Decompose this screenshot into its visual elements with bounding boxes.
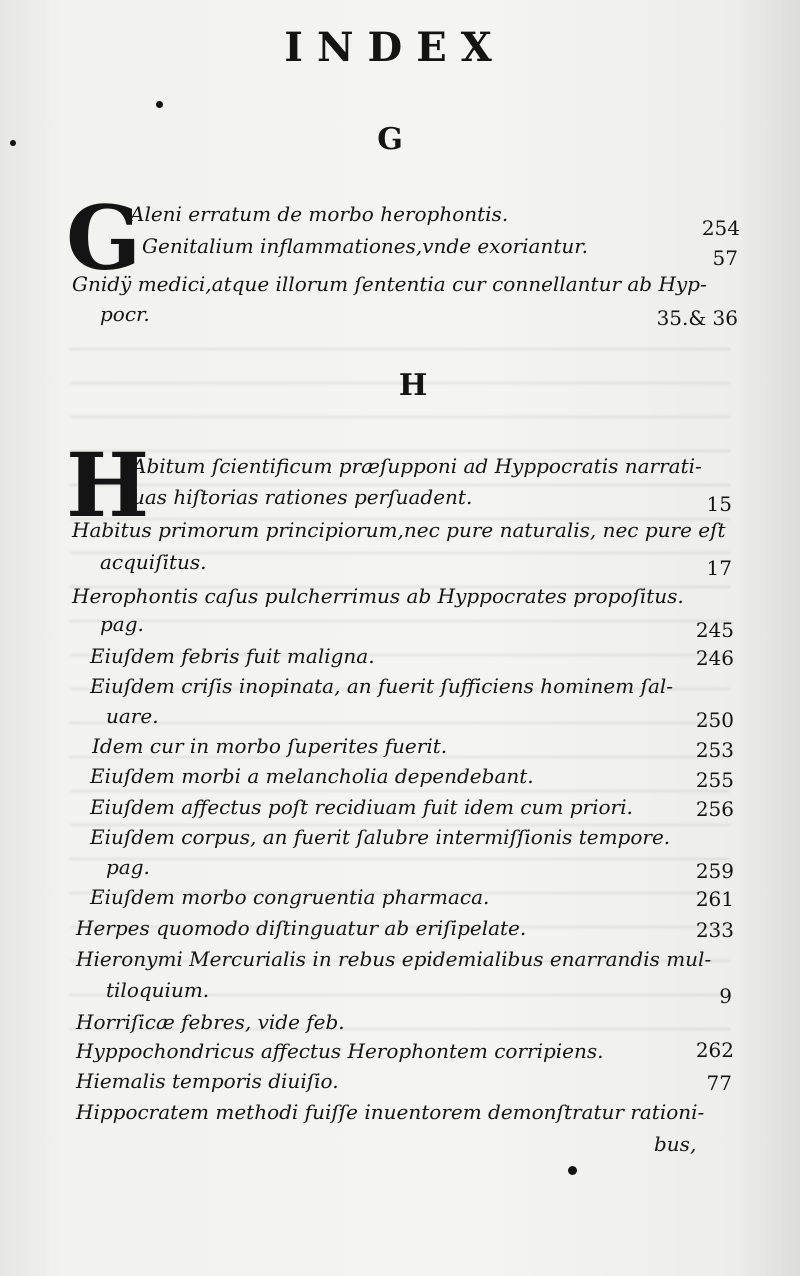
- index-entry: Herophontis caſus pulcherrimus ab Hyppocrates propoſitus.: [72, 584, 684, 608]
- page-number: 17: [706, 556, 732, 580]
- index-entry: Aleni erratum de morbo herophontis.: [130, 202, 509, 226]
- page-number: 246: [695, 646, 734, 670]
- index-entry: pag.: [100, 612, 144, 636]
- index-entry: acquiſitus.: [100, 550, 207, 574]
- page-header: INDEX: [284, 24, 506, 71]
- index-entry: uare.: [106, 704, 159, 728]
- index-entry: Eiuſdem corpus, an fuerit ſalubre intermiſſionis tempore.: [90, 825, 671, 849]
- page-number: 255: [695, 768, 734, 792]
- index-entry: Eiuſdem febris fuit maligna.: [90, 644, 375, 668]
- index-entry: tiloquium.: [106, 978, 210, 1002]
- page-number: 256: [695, 797, 734, 821]
- page-number: 57: [712, 246, 738, 270]
- index-entry: Eiuſdem morbo congruentia pharmaca.: [90, 885, 490, 909]
- index-entry: Hippocratem methodi fuiſſe inuentorem demonſtratur rationi-: [76, 1100, 705, 1124]
- index-entry: Eiuſdem morbi a melancholia dependebant.: [90, 764, 534, 788]
- page-number: 262: [695, 1038, 734, 1062]
- drop-cap-g: G: [66, 186, 142, 290]
- index-entry: pag.: [106, 855, 150, 879]
- page-number: 77: [706, 1071, 732, 1095]
- page-number: 15: [706, 492, 732, 516]
- index-entry: Gnidÿ medici,atque illorum ſententia cur connellantur ab Hyp-: [72, 272, 707, 296]
- page-number: 259: [695, 859, 734, 883]
- index-entry: Horriſicæ febres, vide feb.: [76, 1010, 345, 1034]
- ink-speck: [10, 140, 16, 146]
- index-entry: uas hiſtorias rationes perſuadent.: [132, 485, 473, 509]
- page-number: 254: [701, 216, 740, 240]
- index-entry: Idem cur in morbo ſuperites fuerit.: [92, 734, 448, 758]
- drop-cap-h: H: [66, 433, 150, 537]
- page-number: 253: [695, 738, 734, 762]
- index-entry: bus,: [654, 1132, 697, 1156]
- ink-speck: [568, 1166, 577, 1175]
- page-number: 261: [695, 887, 734, 911]
- index-entry: Genitalium inflammationes,vnde exoriantur.: [142, 234, 588, 258]
- section-letter-g: G: [377, 122, 403, 157]
- page-number: 233: [695, 918, 734, 942]
- page-number: 35.& 36: [656, 306, 738, 330]
- index-entry: Abitum ſcientificum præſupponi ad Hyppocratis narrati-: [132, 454, 702, 478]
- page-number: 245: [695, 618, 734, 642]
- section-letter-h: H: [398, 368, 428, 403]
- page-number: 250: [695, 708, 734, 732]
- index-entry: Herpes quomodo diſtinguatur ab eriſipelate.: [76, 916, 527, 940]
- index-entry: Hiemalis temporis diuiſio.: [76, 1069, 339, 1093]
- ink-speck: [156, 101, 163, 108]
- index-entry: Hieronymi Mercurialis in rebus epidemialibus enarrandis mul-: [76, 947, 712, 971]
- page-number: 9: [719, 984, 732, 1008]
- index-entry: Habitus primorum principiorum,nec pure naturalis, nec pure eſt: [72, 518, 726, 542]
- index-entry: Eiuſdem affectus poſt recidiuam fuit idem cum priori.: [90, 795, 633, 819]
- index-entry: Eiuſdem criſis inopinata, an fuerit ſufficiens hominem ſal-: [90, 674, 674, 698]
- index-entry: pocr.: [100, 302, 150, 326]
- index-entry: Hyppochondricus affectus Herophontem corripiens.: [76, 1039, 604, 1063]
